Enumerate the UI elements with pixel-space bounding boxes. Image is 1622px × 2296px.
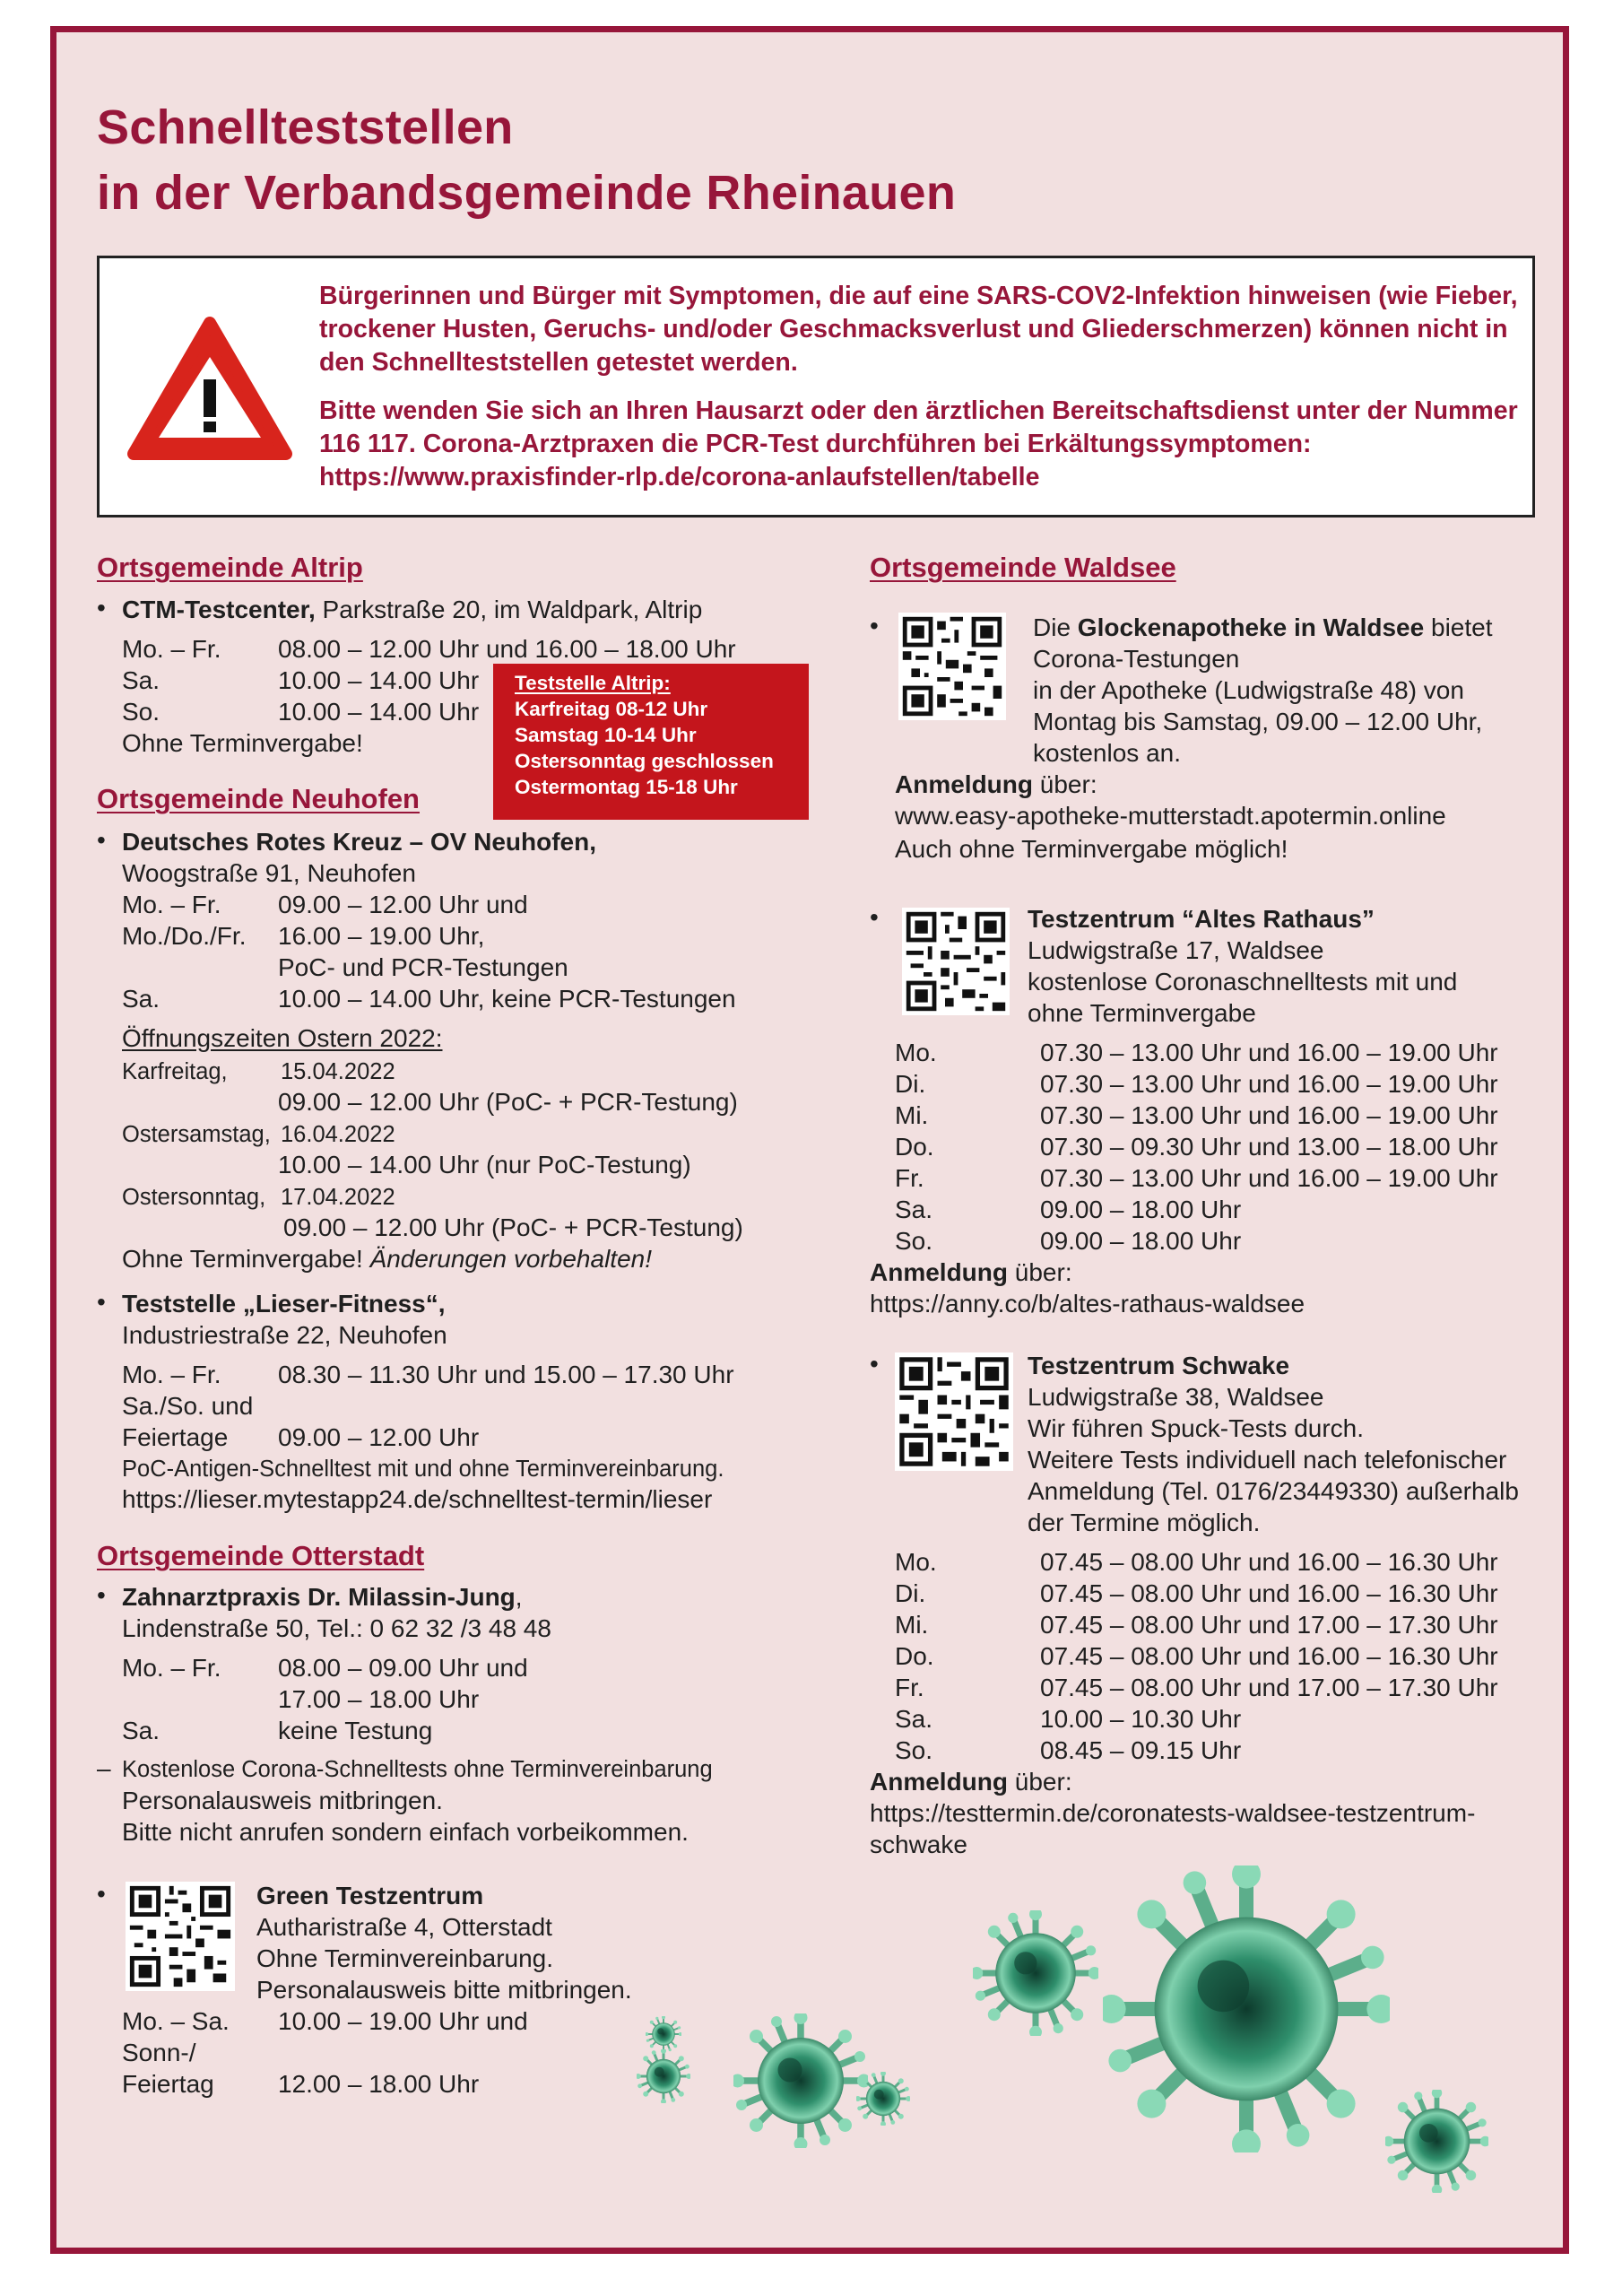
coronavirus-illustration <box>637 2049 690 2103</box>
schwake-line: Weitere Tests individuell nach telefonischer <box>1028 1446 1507 1474</box>
glocken-line: Corona-Testungen <box>1033 645 1240 673</box>
green-row-day: Mo. – Sa. <box>122 2007 230 2035</box>
easter-time: 09.00 – 12.00 Uhr (PoC- + PCR-Testung) <box>283 1213 743 1241</box>
schwake-row-day: Sa. <box>895 1705 933 1733</box>
qr-code-icon <box>126 1882 235 1991</box>
zahnarzt-address: Lindenstraße 50, Tel.: 0 62 32 /3 48 48 <box>122 1614 551 1642</box>
rathaus-row-day: Fr. <box>895 1164 924 1192</box>
lieser-address: Industriestraße 22, Neuhofen <box>122 1321 447 1349</box>
green-line: Ohne Terminvereinbarung. <box>256 1944 554 1972</box>
rathaus-row-day: Do. <box>895 1133 934 1161</box>
schwake-registration <box>870 1766 1072 1797</box>
zahnarzt-comma: , <box>515 1583 523 1611</box>
rathaus-name: Testzentrum “Altes Rathaus” <box>1028 905 1375 933</box>
section-heading-otterstadt: Ortsgemeinde Otterstadt <box>97 1540 425 1571</box>
notice-title: Teststelle Altrip: <box>515 672 671 694</box>
schwake-row-time: 07.45 – 08.00 Uhr und 17.00 – 17.30 Uhr <box>1040 1611 1498 1639</box>
altrip-note: Ohne Terminvergabe! <box>122 729 363 757</box>
green-name: Green Testzentrum <box>256 1882 484 1909</box>
section-heading-altrip: Ortsgemeinde Altrip <box>97 552 363 583</box>
glocken-line: in der Apotheke (Ludwigstraße 48) von <box>1033 676 1464 704</box>
glocken-reg-label: Anmeldung <box>895 770 1033 798</box>
lieser-name: Teststelle „Lieser-Fitness“, <box>122 1290 446 1318</box>
zahnarzt-row-time: keine Testung <box>278 1717 433 1744</box>
notice-line: Ostersonntag geschlossen <box>515 750 774 772</box>
schwake-reg-label: Anmeldung <box>870 1768 1008 1796</box>
schwake-row-day: Fr. <box>895 1674 924 1701</box>
bullet-icon: • <box>97 826 106 854</box>
lieser-row-day: Sa./So. und <box>122 1392 254 1420</box>
zahnarzt-info: Kostenlose Corona-Schnelltests ohne Terminvereinbarung <box>122 1757 713 1782</box>
glocken-reg-suffix: über: <box>1033 770 1097 798</box>
easter-day: Ostersamstag, <box>122 1122 271 1147</box>
green-row-time: 10.00 – 19.00 Uhr und <box>278 2007 528 2035</box>
altrip-row-sat: Sa. <box>122 666 160 694</box>
altrip-testcenter <box>122 594 702 625</box>
rathaus-row-time: 07.30 – 13.00 Uhr und 16.00 – 19.00 Uhr <box>1040 1164 1498 1192</box>
lieser-info: PoC-Antigen-Schnelltest mit und ohne Terminvereinbarung. <box>122 1457 724 1482</box>
qr-code-icon <box>898 613 1006 720</box>
easter-day: Ostersonntag, <box>122 1185 266 1210</box>
rathaus-line: Ludwigstraße 17, Waldsee <box>1028 936 1324 964</box>
schwake-row-time: 07.45 – 08.00 Uhr und 17.00 – 17.30 Uhr <box>1040 1674 1498 1701</box>
warning-text-symptoms: Bürgerinnen und Bürger mit Symptomen, die auf eine SARS-COV2-Infektion hinweisen (wie Fieber, trockener Husten, Geruchs- und/oder Geschmacksverlust und Gliederschmerzen) können nicht in den Schnellteststellen getestet werden. <box>319 282 1518 377</box>
schwake-url[interactable]: https://testtermin.de/coronatests-waldsee-testzentrum- <box>870 1799 1476 1827</box>
lieser-row-day: Mo. – Fr. <box>122 1361 221 1388</box>
qr-code-icon <box>902 908 1010 1015</box>
zahnarzt-row-time: 08.00 – 09.00 Uhr und <box>278 1654 528 1682</box>
lieser-row-time: 08.30 – 11.30 Uhr und 15.00 – 17.30 Uhr <box>278 1361 734 1388</box>
drk-address: Woogstraße 91, Neuhofen <box>122 859 416 887</box>
rathaus-reg-suffix: über: <box>1008 1258 1072 1286</box>
schwake-row-day: Mi. <box>895 1611 929 1639</box>
altrip-easter-notice <box>493 664 809 820</box>
altrip-time-weekdays: 08.00 – 12.00 Uhr und 16.00 – 18.00 Uhr <box>278 635 736 663</box>
zahnarzt-row-day: Mo. – Fr. <box>122 1654 221 1682</box>
lieser-url[interactable]: https://lieser.mytestapp24.de/schnelltest-termin/lieser <box>122 1485 713 1513</box>
schwake-row-day: Mo. <box>895 1548 937 1576</box>
zahnarzt-name: Zahnarztpraxis Dr. Milassin-Jung <box>122 1583 516 1611</box>
glocken-line: kostenlos an. <box>1033 739 1181 767</box>
drk-easter-heading: Öffnungszeiten Ostern 2022: <box>122 1024 443 1052</box>
glocken-title <box>1033 612 1493 643</box>
rathaus-row-day: Sa. <box>895 1196 933 1223</box>
drk-row-time: PoC- und PCR-Testungen <box>278 953 568 981</box>
green-row-day: Sonn-/ <box>122 2039 196 2066</box>
coronavirus-illustration <box>646 2016 681 2052</box>
green-line: Personalausweis bitte mitbringen. <box>256 1976 632 2004</box>
schwake-name: Testzentrum Schwake <box>1028 1352 1290 1379</box>
glocken-post: bietet <box>1424 613 1493 641</box>
drk-row-day: Mo. – Fr. <box>122 891 221 918</box>
zahnarzt-row-day: Sa. <box>122 1717 160 1744</box>
coronavirus-illustration <box>733 2013 868 2148</box>
bullet-icon: • <box>97 1581 106 1609</box>
zahnarzt-row-time: 17.00 – 18.00 Uhr <box>278 1685 480 1713</box>
bullet-icon: • <box>870 612 879 639</box>
easter-date: 16.04.2022 <box>281 1122 395 1147</box>
zahnarzt-info: Personalausweis mitbringen. <box>122 1787 443 1814</box>
drk-row-day: Sa. <box>122 985 160 1013</box>
green-row-day: Feiertag <box>122 2070 214 2098</box>
schwake-row-day: Do. <box>895 1642 934 1670</box>
section-heading-neuhofen: Ortsgemeinde Neuhofen <box>97 783 420 814</box>
easter-time: 09.00 – 12.00 Uhr (PoC- + PCR-Testung) <box>278 1088 738 1116</box>
section-heading-waldsee: Ortsgemeinde Waldsee <box>870 552 1176 583</box>
schwake-url-continued[interactable]: schwake <box>870 1831 967 1858</box>
easter-day: Karfreitag, <box>122 1059 228 1084</box>
page-title-line-1: Schnellteststellen <box>97 100 514 154</box>
page-title-line-2: in der Verbandsgemeinde Rheinauen <box>97 166 957 220</box>
rathaus-row-time: 09.00 – 18.00 Uhr <box>1040 1196 1242 1223</box>
bullet-icon: • <box>97 1288 106 1316</box>
rathaus-row-time: 07.30 – 09.30 Uhr und 13.00 – 18.00 Uhr <box>1040 1133 1498 1161</box>
drk-note <box>122 1243 652 1274</box>
bullet-icon: • <box>97 594 106 622</box>
drk-row-time: 10.00 – 14.00 Uhr, keine PCR-Testungen <box>278 985 736 1013</box>
bullet-icon: • <box>97 1880 106 1908</box>
rathaus-reg-label: Anmeldung <box>870 1258 1008 1286</box>
drk-note-b: Änderungen vorbehalten! <box>369 1245 652 1273</box>
rathaus-url[interactable]: https://anny.co/b/altes-rathaus-waldsee <box>870 1290 1305 1318</box>
drk-row-time: 16.00 – 19.00 Uhr, <box>278 922 485 950</box>
schwake-row-time: 07.45 – 08.00 Uhr und 16.00 – 16.30 Uhr <box>1040 1642 1498 1670</box>
altrip-time-sat: 10.00 – 14.00 Uhr <box>278 666 480 694</box>
schwake-row-time: 10.00 – 10.30 Uhr <box>1040 1705 1242 1733</box>
altrip-row-sun: So. <box>122 698 160 726</box>
warning-text-contact: Bitte wenden Sie sich an Ihren Hausarzt oder den ärztlichen Bereitschaftsdienst unter der Nummer 116 117. Corona-Arztpraxen die PCR-Test durchführen bei Erkältungssymptomen: https://www.praxisfinder-rlp.de/corona-anlaufstellen/tabelle <box>319 396 1518 491</box>
schwake-line: der Termine möglich. <box>1028 1509 1261 1536</box>
rathaus-row-day: So. <box>895 1227 933 1255</box>
altrip-name: CTM-Testcenter, <box>122 596 316 623</box>
glocken-name: Glockenapotheke in Waldsee <box>1077 613 1425 641</box>
schwake-row-time: 07.45 – 08.00 Uhr und 16.00 – 16.30 Uhr <box>1040 1548 1498 1576</box>
rathaus-row-day: Mo. <box>895 1039 937 1066</box>
drk-row-time: 09.00 – 12.00 Uhr und <box>278 891 528 918</box>
lieser-row-time: 09.00 – 12.00 Uhr <box>278 1423 480 1451</box>
coronavirus-illustration <box>973 1910 1098 2036</box>
glocken-url[interactable]: www.easy-apotheke-mutterstadt.apotermin.online <box>895 802 1446 830</box>
schwake-row-day: Di. <box>895 1579 926 1607</box>
altrip-row-weekdays: Mo. – Fr. <box>122 635 221 663</box>
schwake-line: Ludwigstraße 38, Waldsee <box>1028 1383 1324 1411</box>
rathaus-row-time: 07.30 – 13.00 Uhr und 16.00 – 19.00 Uhr <box>1040 1039 1498 1066</box>
coronavirus-illustration <box>1103 1866 1390 2152</box>
easter-time: 10.00 – 14.00 Uhr (nur PoC-Testung) <box>278 1151 691 1178</box>
coronavirus-illustration <box>856 2072 910 2126</box>
qr-code-icon <box>895 1352 1013 1471</box>
bullet-icon: • <box>870 903 879 931</box>
bullet-icon: • <box>870 1350 879 1378</box>
rathaus-line: kostenlose Coronaschnelltests mit und <box>1028 968 1458 996</box>
glocken-note: Auch ohne Terminvergabe möglich! <box>895 835 1288 863</box>
altrip-time-sun: 10.00 – 14.00 Uhr <box>278 698 480 726</box>
schwake-row-time: 07.45 – 08.00 Uhr und 16.00 – 16.30 Uhr <box>1040 1579 1498 1607</box>
schwake-row-day: So. <box>895 1736 933 1764</box>
glocken-pre: Die <box>1033 613 1078 641</box>
left-column <box>97 0 850 2296</box>
drk-row-day: Mo./Do./Fr. <box>122 922 247 950</box>
easter-date: 17.04.2022 <box>281 1185 395 1210</box>
zahnarzt-info: Bitte nicht anrufen sondern einfach vorbeikommen. <box>122 1818 689 1846</box>
rathaus-row-day: Mi. <box>895 1101 929 1129</box>
drk-note-a: Ohne Terminvergabe! <box>122 1245 370 1273</box>
green-row-time: 12.00 – 18.00 Uhr <box>278 2070 480 2098</box>
schwake-row-time: 08.45 – 09.15 Uhr <box>1040 1736 1242 1764</box>
notice-line: Samstag 10-14 Uhr <box>515 724 697 746</box>
schwake-line: Anmeldung (Tel. 0176/23449330) außerhalb <box>1028 1477 1519 1505</box>
notice-line: Ostermontag 15-18 Uhr <box>515 776 738 798</box>
schwake-reg-suffix: über: <box>1008 1768 1072 1796</box>
rathaus-row-day: Di. <box>895 1070 926 1098</box>
rathaus-line: ohne Terminvergabe <box>1028 999 1256 1027</box>
rathaus-registration <box>870 1257 1072 1288</box>
rathaus-row-time: 07.30 – 13.00 Uhr und 16.00 – 19.00 Uhr <box>1040 1101 1498 1129</box>
coronavirus-illustration <box>1385 2090 1488 2193</box>
dash-icon: – <box>97 1754 111 1782</box>
schwake-line: Wir führen Spuck-Tests durch. <box>1028 1414 1365 1442</box>
altrip-address: Parkstraße 20, im Waldpark, Altrip <box>315 596 703 623</box>
zahnarzt-title <box>122 1581 523 1613</box>
glocken-registration <box>895 769 1097 800</box>
rathaus-row-time: 09.00 – 18.00 Uhr <box>1040 1227 1242 1255</box>
drk-name: Deutsches Rotes Kreuz – OV Neuhofen, <box>122 828 597 856</box>
lieser-row-day: Feiertage <box>122 1423 229 1451</box>
green-line: Autharistraße 4, Otterstadt <box>256 1913 552 1941</box>
easter-date: 15.04.2022 <box>281 1059 395 1084</box>
glocken-line: Montag bis Samstag, 09.00 – 12.00 Uhr, <box>1033 708 1483 735</box>
rathaus-row-time: 07.30 – 13.00 Uhr und 16.00 – 19.00 Uhr <box>1040 1070 1498 1098</box>
notice-line: Karfreitag 08-12 Uhr <box>515 698 708 720</box>
